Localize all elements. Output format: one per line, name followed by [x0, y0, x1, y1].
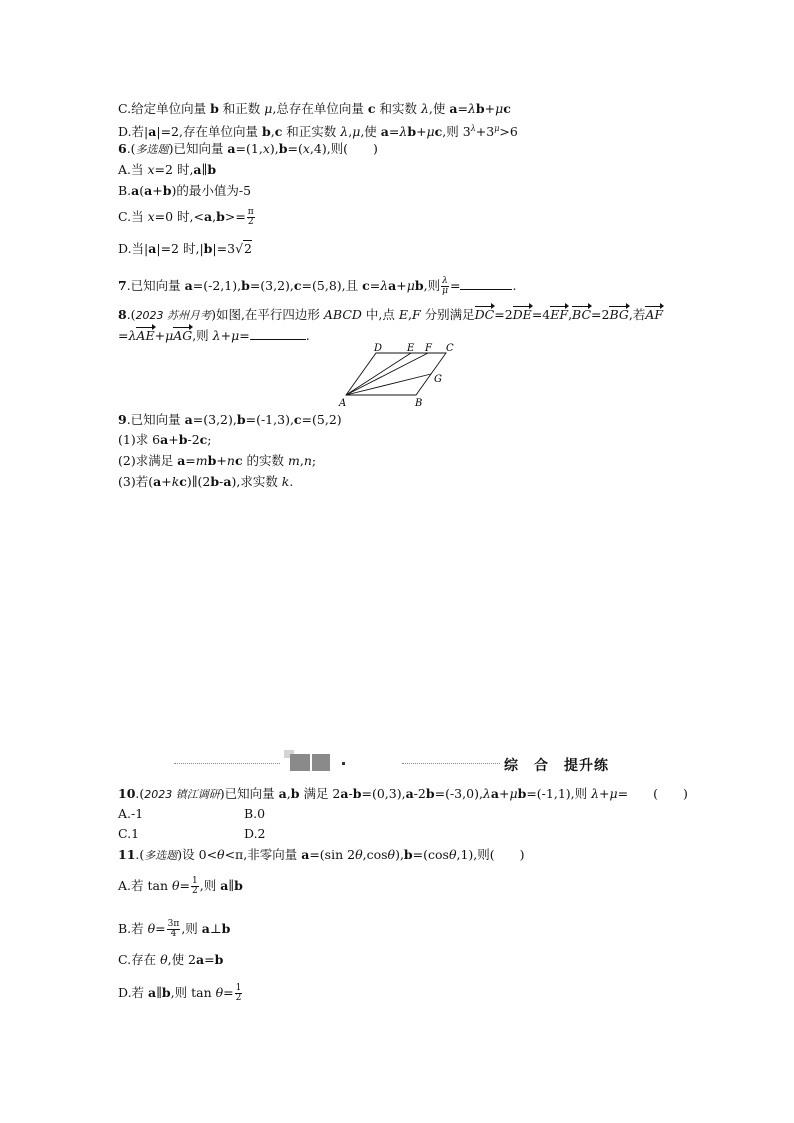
label-c: C: [446, 343, 454, 354]
q6-stem: 6.(多选题)已知向量 a=(1,x),b=(x,4),则( ): [118, 141, 378, 156]
q6-option-b: B.a(a+b)的最小值为-5: [118, 183, 252, 198]
label-g: G: [434, 374, 442, 385]
q10-option-c: C.1: [118, 826, 140, 841]
q5-option-c: C.给定单位向量 b 和正数 μ,总存在单位向量 c 和实数 λ,使 a=λb+μc: [118, 101, 511, 116]
q10-option-b: B.0: [244, 806, 266, 821]
q8-stem-line1: 8.(2023 苏州月考)如图,在平行四边形 ABCD 中,点 E,F 分别满足DC=2DE=4EF,BC=2BG,若AF: [118, 307, 664, 322]
q10-option-a: A.-1: [118, 806, 144, 821]
q10-stem: 10.(2023 镇江调研)已知向量 a,b 满足 2a-b=(0,3),a-2b=(-3,0),λa+μb=(-1,1),则 λ+μ= ( ): [118, 786, 688, 801]
label-d: D: [374, 343, 383, 354]
header-dot: [342, 762, 345, 765]
q9-stem: 9.已知向量 a=(3,2),b=(-1,3),c=(5,2): [118, 412, 342, 427]
q6-option-d: D.当|a|=2 时,|b|=3√2: [118, 241, 252, 256]
label-a: A: [339, 398, 347, 408]
parallelogram-figure: [330, 342, 470, 408]
q7-stem: 7.已知向量 a=(-2,1),b=(3,2),c=(5,8),且 c=λa+μb,则 $\frac{\lambda}{\mu}$ = .: [118, 276, 517, 296]
q9-part-3: (3)若(a+kc)∥(2b-a),求实数 k.: [118, 474, 294, 489]
q11-option-a: A.若 tan θ= $\frac{1}{2}$ ,则 a∥b: [118, 876, 243, 896]
q5-option-d: D.若|a|=2,存在单位向量 b,c 和正实数 λ,μ,使 a=λb+μc,则 $3^\lambda+3^\mu>6$: [118, 124, 518, 140]
q8-stem-line2: =λAE+μAG,则 λ+μ= .: [118, 328, 310, 343]
segment-af: [346, 353, 428, 395]
q6-option-c: C.当 x=0 时,<a,b>= $\frac{\pi}{2}$: [118, 207, 254, 227]
section-header: [170, 750, 620, 776]
label-f: F: [425, 343, 432, 354]
label-e: E: [407, 343, 415, 354]
q6-option-a: A.当 x=2 时,a∥b: [118, 162, 217, 177]
q10-option-d: D.2: [244, 826, 266, 841]
q11-stem: 11.(多选题)设 0<θ<π,非零向量 a=(sin 2θ,cosθ),b=(cosθ,1),则( ): [118, 847, 525, 862]
q11-option-c: C.存在 θ,使 2a=b: [118, 952, 224, 967]
header-dotted-rule-right: [402, 763, 500, 764]
q9-part-1: (1)求 6a+b-2c;: [118, 432, 212, 447]
header-dotted-rule-left: [174, 763, 280, 764]
label-b: B: [415, 398, 423, 408]
q11-option-b: B.若 θ= $\frac{3\pi}{4}$ ,则 a⊥b: [118, 919, 231, 939]
q9-part-2: (2)求满足 a=mb+nc 的实数 m,n;: [118, 453, 317, 468]
header-grey-blocks: [284, 750, 334, 774]
segment-ae: [346, 353, 411, 395]
section-title: 综 合 提升练: [504, 758, 609, 774]
q11-option-d: D.若 a∥b,则 tan θ= $\frac{1}{2}$: [118, 983, 242, 1003]
